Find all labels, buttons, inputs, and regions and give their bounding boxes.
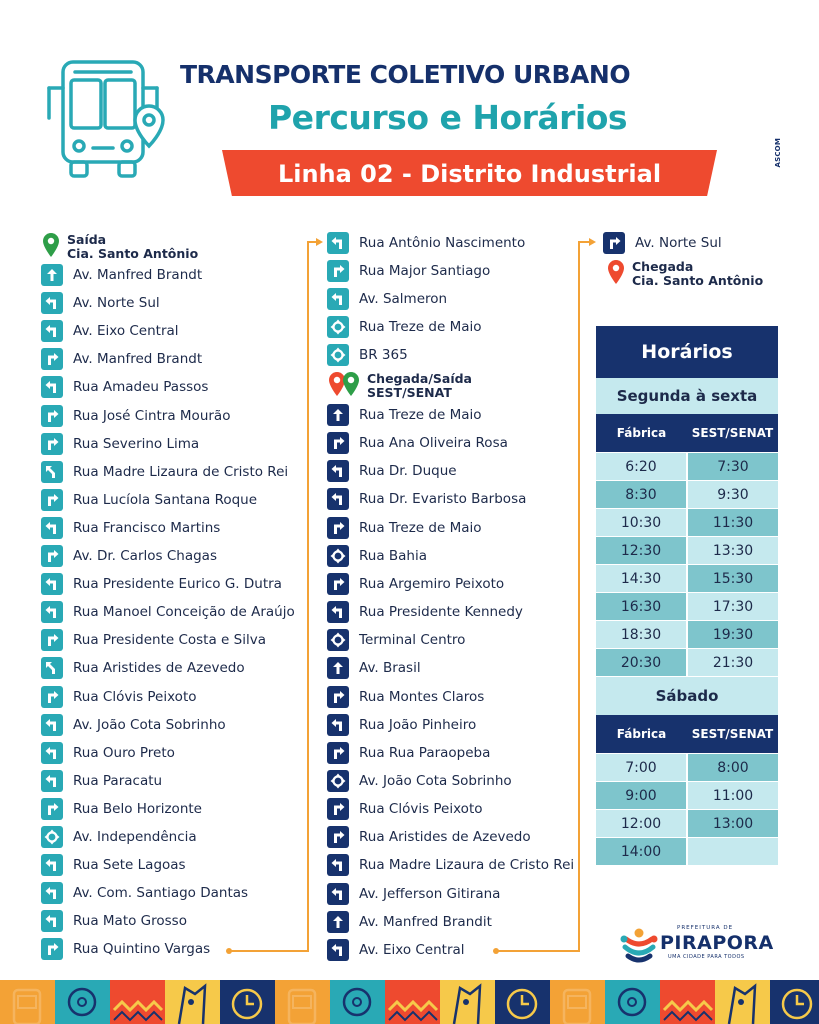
schedule-table (596, 326, 778, 866)
bear-left-icon (41, 461, 63, 483)
saturday-label: Sábado (596, 677, 778, 715)
turn-left-icon (41, 292, 63, 314)
turn-right-icon (327, 260, 349, 282)
stop-name: Cia. Santo Antônio (67, 246, 199, 261)
route-step-label: Av. Eixo Central (359, 941, 465, 958)
route-step (327, 231, 525, 255)
time-cell-sest-senat: 15:30 (688, 565, 778, 592)
route-step (41, 937, 210, 961)
start-stop (43, 233, 198, 261)
clock-pattern-icon (495, 980, 550, 1024)
route-step-label: Rua Major Santiago (359, 263, 491, 280)
route-step (41, 600, 295, 624)
route-step-label: Rua Presidente Costa e Silva (73, 632, 266, 649)
route-step-label: Av. Eixo Central (73, 323, 179, 340)
time-cell-sest-senat: 21:30 (688, 649, 778, 676)
route-step (327, 656, 421, 680)
route-step (327, 600, 523, 624)
turn-left-icon (41, 320, 63, 342)
route-step-label: Av. Manfred Brandt (73, 267, 203, 283)
time-cell-sest-senat (688, 838, 778, 865)
route-step-label: Av. Norte Sul (73, 295, 160, 312)
route-step (41, 375, 208, 399)
time-cell-sest-senat: 11:00 (688, 782, 778, 809)
route-step (327, 343, 408, 367)
route-step-label: Av. Com. Santiago Dantas (73, 885, 249, 902)
turn-left-icon (327, 939, 349, 961)
route-step-label: Av. João Cota Sobrinho (73, 716, 226, 733)
time-cell-sest-senat: 11:30 (688, 509, 778, 536)
route-step (327, 628, 465, 652)
time-cell-fabrica: 9:00 (596, 782, 686, 809)
route-step-label: Rua Severino Lima (73, 435, 200, 452)
route-step (327, 741, 490, 765)
route-step-label: Rua Rua Paraopeba (359, 744, 491, 761)
stop-label: Saída (67, 232, 107, 247)
route-step (327, 825, 531, 849)
route-step (41, 881, 248, 905)
connector-line (578, 241, 580, 952)
ascom-logo (774, 138, 798, 178)
route-step-label: Rua Aristides de Azevedo (73, 660, 245, 677)
turn-right-icon (41, 489, 63, 511)
time-cell-sest-senat: 17:30 (688, 593, 778, 620)
schedule-row (596, 593, 778, 620)
route-step (327, 516, 482, 540)
clock-pattern-icon (770, 980, 819, 1024)
turn-right-icon (327, 517, 349, 539)
pin-pattern-icon (605, 980, 660, 1024)
turn-left-icon (327, 854, 349, 876)
route-step (41, 319, 179, 343)
route-step-label: Rua Lucíola Santana Roque (73, 491, 258, 508)
time-cell-sest-senat: 8:00 (688, 754, 778, 781)
route-step-label: Rua Mato Grosso (73, 913, 187, 930)
route-step-label: Rua Dr. Duque (359, 463, 457, 480)
bus-icon (45, 58, 165, 183)
route-step-label: Rua Presidente Eurico G. Dutra (73, 576, 282, 593)
route-step (41, 909, 187, 933)
turn-right-icon (327, 826, 349, 848)
schedule-row (596, 754, 778, 781)
turn-left-icon (327, 460, 349, 482)
route-step-label: BR 365 (359, 347, 408, 364)
route-step-label: Rua Antônio Nascimento (359, 235, 526, 251)
route-step (327, 713, 476, 737)
connector-arrow-icon (316, 238, 323, 246)
route-step (327, 259, 490, 283)
route-step-label: Rua Clóvis Peixoto (73, 688, 197, 705)
turn-left-icon (41, 742, 63, 764)
connector-line (307, 241, 309, 952)
turn-right-icon (41, 798, 63, 820)
saturday-header (596, 715, 778, 753)
turn-right-icon (41, 545, 63, 567)
turn-right-icon (41, 433, 63, 455)
route-step-label: Rua Francisco Martins (73, 519, 221, 536)
route-step (327, 459, 457, 483)
turn-left-icon (327, 601, 349, 623)
route-step-label: Rua Treze de Maio (359, 519, 482, 536)
route-step (327, 910, 492, 934)
route-step (41, 404, 230, 428)
route-step-label: Rua Treze de Maio (359, 407, 482, 423)
turn-left-icon (327, 714, 349, 736)
connector-line (229, 950, 307, 952)
column-header: SEST/SENAT (691, 727, 774, 741)
route-step (41, 291, 160, 315)
pin-pattern-icon (55, 980, 110, 1024)
location-pin-icon (608, 260, 624, 284)
time-cell-sest-senat: 9:30 (688, 481, 778, 508)
route-step-label: Rua Ana Oliveira Rosa (359, 435, 508, 452)
bear-left-icon (41, 657, 63, 679)
time-cell-fabrica: 14:30 (596, 565, 686, 592)
stop-label: Chegada/Saída (367, 371, 472, 386)
time-cell-sest-senat: 13:00 (688, 810, 778, 837)
route-step-label: Av. Jefferson Gitirana (359, 885, 501, 902)
roundabout-icon (327, 770, 349, 792)
time-cell-fabrica: 16:30 (596, 593, 686, 620)
page-title: TRANSPORTE COLETIVO URBANO (180, 60, 631, 89)
weekday-label: Segunda à sexta (596, 378, 778, 414)
route-step-label: Av. Manfred Brandit (359, 913, 492, 930)
route-step (327, 853, 574, 877)
route-step (327, 685, 484, 709)
route-step (327, 287, 447, 311)
time-cell-fabrica: 7:00 (596, 754, 686, 781)
route-step-label: Rua Paracatu (73, 772, 163, 789)
turn-left-icon (327, 883, 349, 905)
schedule-row (596, 565, 778, 592)
route-step (41, 628, 266, 652)
time-cell-fabrica: 10:30 (596, 509, 686, 536)
pin-pattern-icon (330, 980, 385, 1024)
route-step-label: Av. Manfred Brandt (73, 351, 203, 368)
turn-left-icon (41, 601, 63, 623)
time-cell-fabrica: 20:30 (596, 649, 686, 676)
roundabout-icon (327, 344, 349, 366)
route-step (41, 656, 245, 680)
bus-pattern-icon (275, 980, 330, 1024)
route-step (41, 769, 162, 793)
route-step (41, 544, 217, 568)
zigzag-pattern (385, 980, 440, 1024)
carranca-pattern-icon (440, 980, 495, 1024)
route-step-label: Rua Manoel Conceição de Araújo (73, 604, 295, 621)
turn-left-icon (41, 854, 63, 876)
logo-name: PIRAPORA (660, 932, 774, 954)
route-step-label: Rua Quintino Vargas (73, 941, 211, 958)
route-step-label: Rua Aristides de Azevedo (359, 829, 531, 846)
route-step-label: Rua Clóvis Peixoto (359, 801, 483, 818)
turn-left-icon (41, 910, 63, 932)
route-step-label: Av. João Cota Sobrinho (359, 772, 512, 789)
route-step (327, 797, 483, 821)
schedule-row (596, 782, 778, 809)
schedule-row (596, 838, 778, 865)
route-step (327, 572, 504, 596)
turn-right-icon (327, 798, 349, 820)
route-step (327, 544, 427, 568)
route-step-label: Rua Amadeu Passos (73, 379, 209, 396)
ascom-label: ASCOM (774, 138, 782, 168)
turn-right-icon (41, 686, 63, 708)
route-step-label: Rua Presidente Kennedy (359, 604, 523, 621)
route-step-label: Rua Treze de Maio (359, 319, 482, 336)
turn-left-icon (327, 232, 349, 254)
route-step-label: Av. Independência (73, 829, 197, 845)
roundabout-icon (327, 629, 349, 651)
route-step (327, 938, 465, 962)
route-step-label: Rua Dr. Evaristo Barbosa (359, 491, 527, 508)
location-pin-icon (343, 372, 359, 396)
time-cell-sest-senat: 13:30 (688, 537, 778, 564)
logo-top-text: PREFEITURA DE (677, 925, 734, 931)
route-step-label: Rua José Cintra Mourão (73, 407, 231, 424)
turn-left-icon (327, 288, 349, 310)
time-cell-sest-senat: 19:30 (688, 621, 778, 648)
roundabout-icon (41, 826, 63, 848)
time-cell-sest-senat: 7:30 (688, 453, 778, 480)
zigzag-pattern (110, 980, 165, 1024)
stop-label: Chegada (632, 259, 694, 274)
route-step (41, 347, 202, 371)
route-step-label: Rua Ouro Preto (73, 744, 175, 761)
decorative-footer (0, 980, 819, 1024)
route-step (41, 825, 197, 849)
route-step-label: Rua João Pinheiro (359, 716, 477, 733)
schedule-row (596, 649, 778, 676)
schedule-row (596, 810, 778, 837)
turn-left-icon (41, 376, 63, 398)
time-cell-fabrica: 12:30 (596, 537, 686, 564)
time-cell-fabrica: 14:00 (596, 838, 686, 865)
route-step (327, 431, 508, 455)
logo-tagline: UMA CIDADE PARA TODOS (668, 954, 745, 960)
straight-arrow-icon (327, 911, 349, 933)
weekday-header (596, 414, 778, 452)
turn-left-icon (41, 882, 63, 904)
route-step-label: Rua Montes Claros (359, 688, 485, 705)
turn-left-icon (41, 770, 63, 792)
route-step-label: Rua Madre Lizaura de Cristo Rei (359, 857, 575, 874)
route-step (327, 315, 482, 339)
time-cell-fabrica: 12:00 (596, 810, 686, 837)
route-step (41, 741, 175, 765)
pirapora-emblem-icon (620, 925, 658, 965)
end-stop (608, 260, 763, 288)
route-step (41, 685, 197, 709)
route-step-label: Terminal Centro (359, 632, 466, 649)
column-header: Fábrica (616, 727, 667, 741)
route-step (41, 572, 282, 596)
zigzag-pattern (660, 980, 715, 1024)
route-step-label: Rua Bahia (359, 547, 428, 564)
straight-arrow-icon (41, 264, 63, 286)
schedule-title: Horários (596, 326, 778, 378)
turn-right-icon (327, 432, 349, 454)
stop-name: Cia. Santo Antônio (632, 273, 764, 288)
weekday-rows (596, 452, 778, 676)
turn-left-icon (41, 573, 63, 595)
carranca-pattern-icon (165, 980, 220, 1024)
turn-right-icon (41, 938, 63, 960)
route-step (327, 882, 500, 906)
route-step (603, 231, 722, 255)
straight-arrow-icon (327, 657, 349, 679)
route-step-label: Rua Madre Lizaura de Cristo Rei (73, 463, 289, 480)
straight-arrow-icon (327, 404, 349, 426)
schedule-row (596, 621, 778, 648)
turn-left-icon (41, 517, 63, 539)
route-step (41, 263, 202, 287)
route-step-label: Av. Norte Sul (635, 235, 722, 251)
route-step (41, 516, 220, 540)
column-header: Fábrica (616, 426, 667, 440)
turn-right-icon (327, 742, 349, 764)
route-step-label: Rua Argemiro Peixoto (359, 575, 505, 592)
column-header: SEST/SENAT (691, 426, 774, 440)
route-step-label: Rua Belo Horizonte (73, 800, 202, 817)
connector-line (496, 950, 578, 952)
schedule-row (596, 509, 778, 536)
bus-pattern-icon (0, 980, 55, 1024)
route-step-label: Av. Salmeron (359, 291, 448, 308)
connector-arrow-icon (589, 238, 596, 246)
bus-pattern-icon (550, 980, 605, 1024)
page-subtitle: Percurso e Horários (268, 98, 628, 137)
time-cell-fabrica: 6:20 (596, 453, 686, 480)
schedule-row (596, 537, 778, 564)
pirapora-logo (620, 925, 774, 965)
mid-stop (329, 372, 472, 400)
roundabout-icon (327, 545, 349, 567)
turn-right-icon (327, 573, 349, 595)
turn-left-icon (327, 488, 349, 510)
stop-name: SEST/SENAT (367, 385, 452, 400)
route-step-label: Rua Sete Lagoas (73, 857, 186, 874)
route-step (327, 487, 526, 511)
route-step (41, 432, 199, 456)
route-step (41, 797, 202, 821)
route-step-label: Av. Brasil (359, 660, 421, 677)
carranca-pattern-icon (715, 980, 770, 1024)
turn-right-icon (41, 629, 63, 651)
route-step (41, 713, 226, 737)
route-step (327, 403, 482, 427)
schedule-row (596, 481, 778, 508)
time-cell-fabrica: 8:30 (596, 481, 686, 508)
saturday-rows (596, 753, 778, 865)
location-pin-icon (43, 233, 59, 257)
schedule-row (596, 453, 778, 480)
time-cell-fabrica: 18:30 (596, 621, 686, 648)
route-step (41, 853, 186, 877)
turn-right-icon (603, 232, 625, 254)
turn-right-icon (327, 686, 349, 708)
route-step (327, 769, 512, 793)
clock-pattern-icon (220, 980, 275, 1024)
line-name: Linha 02 - Distrito Industrial (277, 160, 662, 188)
route-step (41, 488, 257, 512)
route-step (41, 460, 288, 484)
turn-right-icon (41, 405, 63, 427)
turn-right-icon (41, 348, 63, 370)
route-step-label: Av. Dr. Carlos Chagas (73, 548, 217, 564)
roundabout-icon (327, 316, 349, 338)
turn-left-icon (41, 714, 63, 736)
